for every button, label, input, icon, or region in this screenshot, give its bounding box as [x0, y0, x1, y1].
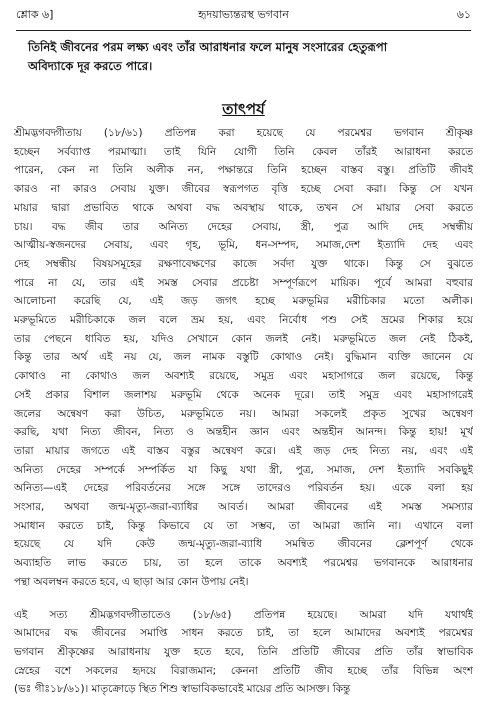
purport-line: পন্থা অবলম্বন করতে হবে, এ ছাড়া আর কোন উপায় নেই।: [14, 575, 249, 588]
purport-line: সংসার, অথবা জন্ম-মৃত্যু-জরা-ব্যাধির আবর্ত। আমরা জীবনের এই সমস্ত সমস্যার: [14, 501, 473, 514]
verse-line: তিনিই জীবনের পরম লক্ষ্য এবং তাঁর আরাধনার ফলে মানুষ সংসারের হেতুরূপা: [28, 40, 388, 54]
purport-line: করছি, যথা নিত্য জীবন, নিত্য ও অন্তহীন জ্ঞান এবং অন্তহীন আনন্দ। কিন্তু হায়! মূর্খ: [14, 426, 473, 439]
header-verse-ref: শ্লোক ৬]: [16, 8, 54, 21]
purport-line: হচ্ছেন সর্বব্যাপ্ত পরমাত্মা। তাই যিনি যোগী তিনি কেবল তাঁরই আরাধনা করতে: [14, 145, 473, 158]
purport-line: তারা মায়ার জগতে এই বাস্তব বস্তুর অন্বেষণ করে। এই জড় দেহ নিত্য নয়, এবং এই: [14, 444, 473, 457]
purport-line: স্নেহের বশে সকলের হৃদয়ে বিরাজমান; কেননা প্রতিটি জীব হচ্ছে তাঁর বিভিন্ন অংশ: [14, 664, 473, 677]
purport-line: হয়েছে যে যদি কেউ জন্ম-মৃত্যু-জরা-ব্যাধি সমন্বিত জীবনের ক্লেশপূর্ণ থেকে: [14, 538, 473, 551]
purport-line: আত্মীয়-স্বজনদের সেবায়, এবং গৃহ, ভূমি, ধন-সম্পদ, সমাজ,দেশ ইত্যাদি দেহ এবং: [14, 239, 473, 252]
purport-line: সেই প্রকার বিশাল জলাশয় মরুভূমি থেকে অনেক দূরে। তাই সমুদ্র এবং মহাসাগরেই: [14, 388, 473, 401]
header-chapter-title: হৃদয়াভ্যন্তরস্থ ভগবান: [198, 8, 289, 21]
purport-line: আলোচনা করেছি যে, এই জড় জগৎ হচ্ছে মরুভূমির মরীচিকার মতো অলীক।: [14, 295, 473, 308]
purport-body: [14, 124, 473, 699]
purport-line: অনিত্য—এই দেহের পরিবর্তনের সঙ্গে সঙ্গে তাদেরও পরিবর্তন হয়। একে বলা হয়: [14, 482, 473, 495]
purport-line: অনিত্য দেহের সম্পর্কে সম্পর্কিত যা কিছু যথা স্ত্রী, পুত্র, সমাজ, দেশ ইত্যাদি সবকিছুই: [14, 463, 473, 476]
purport-line: কারও না কারও সেবায় যুক্ত। জীবের স্বরূপগত বৃত্তি হচ্ছে সেবা করা। কিন্তু সে যখন: [14, 183, 473, 196]
page-header: [16, 6, 471, 30]
header-divider: [16, 30, 471, 31]
purport-line: দেহ সম্বন্ধীয় বিষয়সমূহের রক্ষণাবেক্ষণের কাজে সর্বদা যুক্ত থাকে। কিন্তু সে বুঝতে: [14, 257, 473, 270]
purport-line: কিন্তু তার অর্থ এই নয় যে, জল নামক বস্তুটি কোথাও নেই। বুদ্ধিমান ব্যক্তি জানেন যে: [14, 351, 473, 364]
purport-line: মরুভূমিতে মরীচিকাকে জল বলে ভ্রম হয়, এবং নির্বোধ পশু সেই ভ্রমের শিকার হয়ে: [14, 314, 473, 327]
purport-line: চায়। বদ্ধ জীব তার অনিত্য দেহের সেবায়, স্ত্রী, পুত্র আদি দেহ সম্বন্ধীয়: [14, 220, 473, 233]
purport-line: তার পেছনে ধাবিত হয়, যদিও সেখানে কোন জলই নেই। মরুভূমিতে জল নেই ঠিকই,: [14, 332, 473, 345]
purport-line: এই সত্য শ্রীমদ্ভগবদ্গীতাতেও (১৮/৬৫) প্রতিপন্ন হয়েছে। আমরা যদি যথার্থই: [14, 608, 473, 621]
purport-line: শ্রীমদ্ভগবদ্গীতায় (১৮/৬১) প্রতিপন্ন করা হয়েছে যে পরমেশ্বর ভগবান শ্রীকৃষ্ণ: [14, 127, 473, 139]
purport-line: (ভঃ গীঃ১৮/৬১)। মাতৃক্রোড়ে স্থিত শিশু স্বাভাবিকভাবেই মায়ের প্রতি আসক্ত। কিন্তু: [14, 683, 351, 696]
purport-line: পারে না যে, তার এই সমস্ত সেবার প্রচেষ্টা সম্পূর্ণরূপে মায়িক। পূর্বে আমরা বহুবার: [14, 276, 473, 289]
purport-line: মায়ার দ্বারা প্রভাবিত থাকে অথবা বদ্ধ অবস্থায় থাকে, তখন সে মায়ার সেবা করতে: [14, 201, 473, 214]
purport-heading: তাৎপর্য: [222, 100, 265, 118]
purport-line: জলের অন্বেষণ করা উচিত, মরুভূমিতে নয়। আমরা সকলেই প্রকৃত সুখের অন্বেষণ: [14, 407, 473, 420]
paragraph-gap: [14, 592, 473, 606]
purport-line: আমাদের বদ্ধ জীবনের সমাপ্তি সাধন করতে চাই, তা হলে আমাদের অবশ্যই পরমেশ্বর: [14, 627, 473, 640]
purport-line: অব্যাহতি লাভ করতে চায়, তা হলে তাকে অবশ্যই পরমেশ্বর ভগবানকে আরাধনার: [14, 557, 473, 570]
verse-translation: [28, 38, 469, 76]
page-number: ৬১: [456, 8, 471, 21]
verse-line: অবিদ্যাকে দূর করতে পারে।: [28, 59, 153, 73]
purport-line: পারেন, কেন না তিনি অলীক নন, পক্ষান্তরে তিনি হচ্ছেন বাস্তব বস্তু। প্রতিটি জীবই: [14, 164, 473, 177]
purport-line: ভগবান শ্রীকৃষ্ণের আরাধনায় যুক্ত হতে হবে, তিনি প্রতিটি জীবের প্রতি তাঁর স্বাভাবিক: [14, 645, 473, 658]
purport-line: সমাধান করতে চাই, কিন্তু কিভাবে যে তা সম্ভব, তা আমরা জানি না। এখানে বলা: [14, 519, 473, 532]
purport-line: কোথাও না কোথাও জল অবশ্যই রয়েছে, সমুদ্র এবং মহাসাগরে জল রয়েছে, কিন্তু: [14, 370, 473, 383]
